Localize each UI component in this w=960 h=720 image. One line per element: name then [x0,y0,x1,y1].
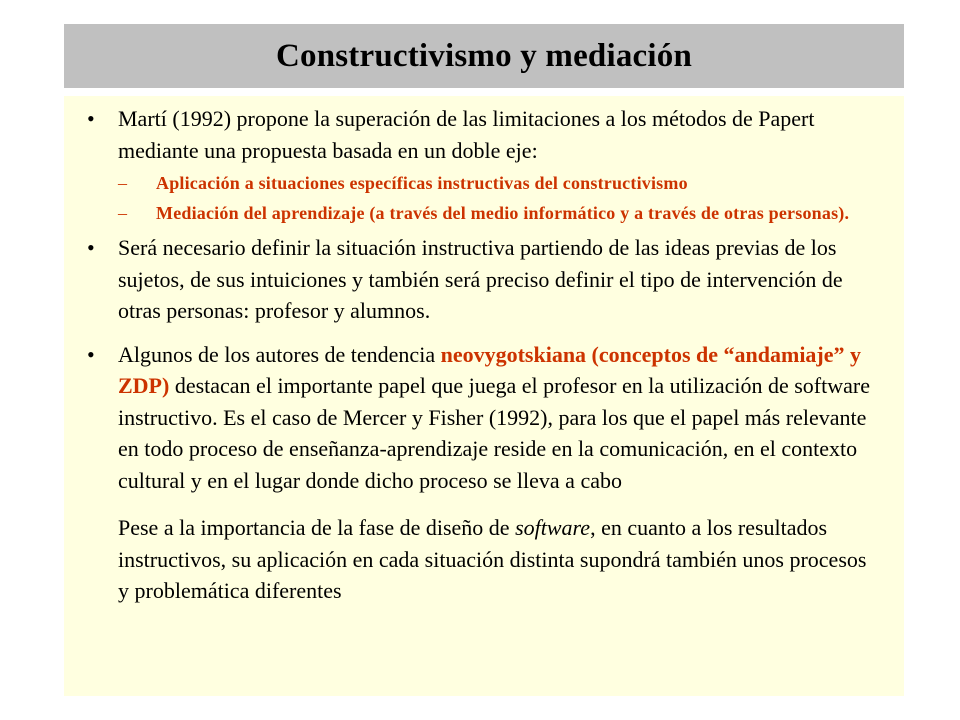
bullet-icon: • [87,341,95,367]
slide-title: Constructivismo y mediación [275,37,693,74]
sub-item [78,170,876,196]
closing-text-after: , en cuanto a los resultados instructivos, su aplicación en cada situación distinta supondrá también unos procesos y problemática diferentes [118,515,867,603]
bullet-icon: • [87,235,95,260]
bullet-text-before: Algunos de los autores de tendencia [118,341,441,367]
bullet-item [78,339,876,497]
bullet-text: Martí (1992) propone la superación de las limitaciones a los métodos de Papert mediante una propuesta basada en un doble eje: [118,106,815,163]
sub-item-text: Aplicación a situaciones específicas instructivas del constructivismo [156,173,688,193]
dash-icon: – [118,203,128,223]
sub-item [78,200,876,226]
sub-item-text: Mediación del aprendizaje (a través del medio informático y a través de otras personas). [156,203,850,223]
bullet-text-after: destacan el importante papel que juega el profesor en la utilización de software instructivo. Es el caso de Mercer y Fisher (1992), para los que el papel más relevante en todo proceso de enseñanza-aprendizaje reside en la comunicación, en el contexto cultural y en el lugar donde dicho proceso se lleva a cabo [118,373,870,493]
highlight-text: neovygotskiana (conceptos de “andamiaje” y ZDP) [118,341,862,398]
bullet-text: Será necesario definir la situación instructiva partiendo de las ideas previas de los sujetos, de sus intuiciones y también será preciso definir el tipo de intervención de otras personas: profesor y alumnos. [118,235,843,323]
slide-content [64,96,904,696]
title-bar [64,24,904,88]
closing-paragraph [78,512,876,607]
bullet-item [78,103,876,166]
bullet-item [78,232,876,327]
closing-italic-text: software [515,515,591,540]
bullet-icon: • [87,106,95,131]
sub-list [78,170,876,226]
dash-icon: – [118,173,128,193]
closing-text-before: Pese a la importancia de la fase de diseño de [118,515,516,540]
